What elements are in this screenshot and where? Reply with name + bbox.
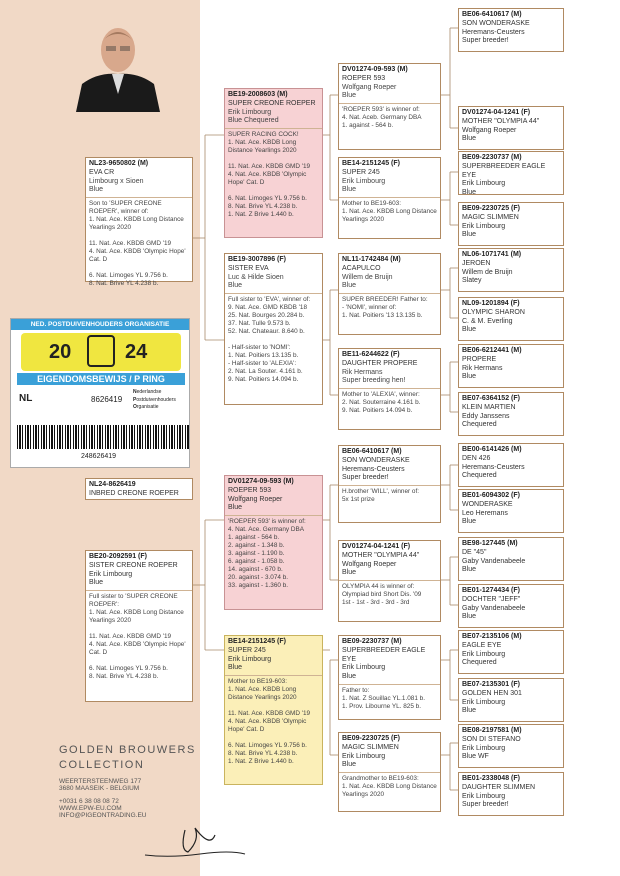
q1-notes: H.brother 'WILL', winner of: 5x 1st prize [342, 488, 420, 503]
ggp-id: BE01-6094302 (F) [462, 492, 520, 499]
ggp-card [458, 151, 564, 195]
g4-name: DAUGHTER PROPERE [342, 359, 418, 367]
bottom-p1-notes: 'ROEPER 593' is winner of: 4. Nat. Ace. Germany DBA 1. against - 564 b. 2. against - 1.348 b. 3. against - 1.190 b. 6. against - 1.058 b. 14. against - 670 b. 20. against - 3.074 b. 33. against - 1.360 b. [228, 518, 306, 589]
q3-color: Blue [342, 673, 357, 680]
q2-color: Blue [342, 569, 357, 577]
g4-notes: Mother to 'ALEXIA', winner: 2. Nat. Souterraine 4.161 b. 9. Nat. Poitiers 14.094 b. [342, 391, 421, 414]
ggp-name: OLYMPIC SHARON [462, 308, 525, 316]
ggp-card [458, 724, 564, 768]
ggp-name: SON WONDERASKE [462, 19, 530, 27]
ggp-id: BE07-6364152 (F) [462, 395, 520, 402]
crest-icon [87, 335, 115, 367]
brand-address-2: 3680 MAASEIK - BELGIUM [59, 785, 140, 792]
bottom-gp-card [338, 540, 441, 622]
subject-owner: Limbourg x Sioen [89, 177, 144, 185]
ggp-color: Chequered [462, 659, 497, 667]
ggp-owner: Gaby Vandenabeele [462, 604, 526, 612]
dam-notes: Full sister to 'EVA', winner of: 9. Nat. Ace. GMD KBDB '18 25. Nat. Bourges 20.284 b. 37. Nat. Tulle 9.573 b. 52. Nat. Chateaur. 8.640 b. - Half-sister to 'NOMI': 1. Nat. Poitiers 13.135 b. - Half-sister to 'ALEXIA': 2. Nat. La Souter. 4.161 b. 9. Nat. Poitiers 14.094 b. [228, 296, 311, 383]
bottom-p2-color: Blue [228, 664, 243, 672]
ring-number: 8626419 [91, 395, 123, 404]
ggp-card [458, 584, 564, 628]
subject-id: NL23-9650802 (M) [89, 160, 149, 167]
ggp-owner: Willem de Bruijn [462, 268, 513, 276]
bottom-gp-card [338, 732, 441, 812]
ggp-color: Super breeder! [462, 37, 509, 45]
ggp-id: BE01-1274434 (F) [462, 587, 520, 594]
ggp-owner: Leo Heremans [462, 509, 508, 517]
ggp-id: BE07-2135106 (M) [462, 633, 522, 640]
ggp-color: Blue [462, 707, 477, 715]
q3-notes: Father to: 1. Nat. Z Souillac YL.1.081 b. 1. Prov. Libourne YL. 825 b. [342, 686, 426, 710]
bottom-dam-name: SISTER CREONE ROEPER [89, 561, 178, 569]
q3-id: BE09-2230737 (M) [342, 638, 402, 645]
ring-country: NL [19, 393, 33, 404]
subject-color: Blue [89, 186, 104, 194]
ring-legend-p: ostduivenhouders [136, 396, 176, 403]
ggp-card [458, 297, 564, 341]
ggp-owner: Wolfgang Roeper [462, 126, 517, 134]
ggp-id: NL09-1201894 (F) [462, 300, 520, 307]
q2-id: DV01274-04-1241 (F) [342, 543, 411, 550]
subject-card [85, 157, 193, 287]
ring-year-left: 20 [49, 341, 72, 363]
dam-card [224, 253, 323, 405]
bottom-dam-id: BE20-2092591 (F) [89, 553, 147, 560]
ggp-id: BE06-6212441 (M) [462, 347, 522, 354]
signature-icon [140, 820, 250, 865]
ggp-owner: Erik Limbourg [462, 744, 506, 752]
sire-id: BE19-2008603 (M) [228, 91, 288, 98]
g4-color: Super breeding hen! [342, 377, 406, 385]
q4-color: Blue [342, 761, 357, 769]
q4-owner: Erik Limbourg [342, 752, 386, 760]
dam-id: BE19-3007896 (F) [228, 256, 286, 263]
ggp-name: WONDERASKE [462, 500, 513, 508]
ggp-name: DEN 426 [462, 454, 491, 462]
g2-id: BE14-2151245 (F) [342, 160, 400, 167]
brand-address-1: WEERTERSTEENWEG 177 [59, 778, 142, 785]
g1-id: DV01274-09-593 (M) [342, 66, 408, 73]
g3-name: ACAPULCO [342, 264, 381, 272]
ggp-card [458, 537, 564, 581]
ggp-card [458, 489, 564, 533]
sire-owner: Erik Limbourg [228, 108, 272, 116]
ggp-id: BE09-2230737 (M) [462, 154, 522, 161]
q1-name: SON WONDERASKE [342, 456, 410, 464]
ggp-owner: Erik Limbourg [462, 792, 506, 800]
grandparent-card [338, 253, 441, 335]
bottom-p1-color: Blue [228, 504, 243, 512]
ggp-name: PROPERE [462, 355, 497, 363]
ggp-id: DV01274-04-1241 (F) [462, 109, 531, 116]
g4-id: BE11-6244622 (F) [342, 351, 400, 358]
bottom-dam-color: Blue [89, 579, 104, 587]
ggp-owner: Erik Limbourg [462, 650, 506, 658]
ggp-color: Chequered [462, 421, 497, 429]
bottom-subject-name: INBRED CREONE ROEPER [89, 489, 179, 497]
dam-owner: Luc & Hilde Sioen [228, 273, 284, 281]
bottom-p1-owner: Wolfgang Roeper [228, 495, 283, 503]
ring-legend-o: rganisatie [136, 404, 159, 410]
brand-website[interactable]: WWW.EPW-EU.COM [59, 805, 122, 812]
ring-org: NED. POSTDUIVENHOUDERS ORGANISATIE [11, 319, 189, 330]
ggp-color: Super breeder! [462, 801, 509, 809]
ggp-name: DAUGHTER SLIMMEN [462, 783, 536, 791]
g2-notes: Mother to BE19-603: 1. Nat. Ace. KBDB Long Distance Yearlings 2020 [342, 200, 437, 223]
ggp-card [458, 772, 564, 816]
ggp-color: Blue [462, 373, 477, 381]
ggp-owner: Gaby Vandenabeele [462, 557, 526, 565]
sire-name: SUPER CREONE ROEPER [228, 99, 316, 107]
sire-card [224, 88, 323, 238]
ggp-color: Blue [462, 135, 477, 143]
ggp-owner: Rik Hermans [462, 364, 503, 372]
bottom-p2-notes: Mother to BE19-603: 1. Nat. Ace. KBDB Long Distance Yearlings 2020 11. Nat. Ace. KBDB GMD '19 4. Nat. Ace. KBDB 'Olympic Hope' Cat. D 6. Nat. Limoges YL 9.756 b. 8. Nat. Brive YL 4.238 b. 1. Nat. Z Brive 1.440 b. [228, 678, 311, 765]
brand-collection: COLLECTION [59, 759, 145, 771]
dam-color: Blue [228, 282, 243, 290]
ggp-color: Blue WF [462, 753, 489, 761]
ggp-owner: Erik Limbourg [462, 222, 506, 230]
ggp-owner: Heremans-Ceusters [462, 463, 525, 471]
dam-name: SISTER EVA [228, 264, 269, 272]
ggp-id: BE06-6410617 (M) [462, 11, 522, 18]
brand-email[interactable]: INFO@PIGEONTRADING.EU [59, 812, 147, 819]
ggp-card [458, 392, 564, 436]
bottom-p1-card [224, 475, 323, 610]
ggp-owner: C. & M. Everling [462, 317, 513, 325]
bottom-dam-card [85, 550, 193, 702]
ggp-card [458, 630, 564, 674]
q2-name: MOTHER "OLYMPIA 44" [342, 551, 420, 559]
ggp-color: Blue [462, 189, 477, 196]
barcode [17, 425, 189, 449]
ggp-id: BE07-2135301 (F) [462, 681, 520, 688]
sire-color: Blue Chequered [228, 117, 279, 125]
g1-owner: Wolfgang Roeper [342, 83, 397, 91]
ring-legend-n: ederlandse [136, 389, 162, 395]
ggp-id: BE08-2197581 (M) [462, 727, 522, 734]
barcode-number: 248626419 [81, 453, 117, 460]
ggp-color: Blue [462, 326, 477, 334]
g2-color: Blue [342, 186, 357, 194]
bottom-dam-notes: Full sister to 'SUPER CREONE ROEPER': 1. Nat. Ace. KBDB Long Distance Yearlings 2020 11. Nat. Ace. KBDB GMD '19 4. Nat. Ace. KBDB 'Olympic Hope' Cat. D 6. Nat. Limoges YL 9.756 b. 8. Nat. Brive YL 4.238 b. [89, 593, 186, 680]
ggp-id: BE98-127445 (M) [462, 540, 518, 547]
ring-year-right: 24 [125, 341, 148, 363]
ggp-id: BE01-2338048 (F) [462, 775, 520, 782]
grandparent-card [338, 348, 441, 430]
ggp-name: EAGLE EYE [462, 641, 502, 649]
g1-name: ROEPER 593 [342, 74, 386, 82]
ggp-color: Blue [462, 231, 477, 239]
brand-phone: +0031 6 38 08 08 72 [59, 798, 119, 805]
ggp-card [458, 678, 564, 722]
bottom-p2-id: BE14-2151245 (F) [228, 638, 286, 645]
ggp-card [458, 8, 564, 52]
g2-name: SUPER 245 [342, 168, 380, 176]
ggp-owner: Eddy Janssens [462, 412, 510, 420]
ggp-name: MOTHER "OLYMPIA 44" [462, 117, 540, 125]
sire-notes: SUPER RACING COCK! 1. Nat. Ace. KBDB Long Distance Yearlings 2020 11. Nat. Ace. KBDB GMD '19 4. Nat. Ace. KBDB 'Olympic Hope' Cat. D 6. Nat. Limoges YL 9.756 b. 8. Nat. Brive YL 4.238 b. 1. Nat. Z Brive 1.440 b. [228, 131, 311, 218]
ggp-name: DE "45" [462, 548, 487, 556]
ggp-color: Slatey [462, 277, 482, 285]
ggp-card [458, 344, 564, 388]
ring-year-band [21, 333, 181, 371]
ggp-color: Chequered [462, 472, 497, 480]
ggp-name: DOCHTER "JEFF" [462, 595, 521, 603]
q3-name: SUPERBREEDER EAGLE EYE [342, 646, 426, 663]
g1-notes: 'ROEPER 593' is winner of: 4. Nat. Aceb. Germany DBA 1. against - 564 b. [342, 106, 422, 129]
bottom-p2-name: SUPER 245 [228, 646, 266, 654]
ggp-card [458, 248, 564, 292]
ggp-card [458, 106, 564, 150]
q1-id: BE06-6410617 (M) [342, 448, 402, 455]
ggp-owner: Erik Limbourg [462, 180, 506, 188]
ggp-name: KLEIN MARTIEN [462, 403, 516, 411]
ring-title: EIGENDOMSBEWIJS / P RING [17, 373, 185, 385]
ring-certificate [10, 318, 190, 468]
ggp-owner: Erik Limbourg [462, 698, 506, 706]
ggp-name: JEROEN [462, 259, 491, 267]
g3-notes: SUPER BREEDER! Father to: - 'NOMI', winner of: 1. Nat. Poitiers '13 13.135 b. [342, 296, 428, 319]
subject-notes: Son to 'SUPER CREONE ROEPER', winner of: 1. Nat. Ace. KBDB Long Distance Yearlings 2020 11. Nat. Ace. KBDB GMD '19 4. Nat. Ace. KBDB 'Olympic Hope' Cat. D 6. Nat. Limoges YL 9.756 b. 8. Nat. Brive YL 4.238 b. [89, 200, 186, 287]
ggp-owner: Heremans-Ceusters [462, 28, 525, 36]
g3-color: Blue [342, 282, 357, 290]
ggp-name: MAGIC SLIMMEN [462, 213, 519, 221]
g2-owner: Erik Limbourg [342, 177, 386, 185]
q4-id: BE09-2230725 (F) [342, 735, 400, 742]
g4-owner: Rik Hermans [342, 368, 383, 376]
grandparent-card [338, 63, 441, 150]
ggp-id: BE09-2230725 (F) [462, 205, 520, 212]
ggp-card [458, 202, 564, 246]
q2-notes: OLYMPIA 44 is winner of: Olympiad bird Short Dis. '09 1st - 1st - 3rd - 3rd - 3rd [342, 583, 422, 606]
bottom-gp-card [338, 445, 441, 523]
bottom-subject-id: NL24-8626419 [89, 481, 136, 488]
ggp-card [458, 443, 564, 487]
ggp-id: BE00-6141426 (M) [462, 446, 522, 453]
q4-notes: Grandmother to BE19-603: 1. Nat. Ace. KBDB Long Distance Yearlings 2020 [342, 775, 437, 798]
ggp-id: NL06-1071741 (M) [462, 251, 522, 258]
ggp-color: Blue [462, 518, 477, 526]
ggp-name: SON DI STEFANO [462, 735, 521, 743]
grandparent-card [338, 157, 441, 239]
bottom-p2-owner: Erik Limbourg [228, 655, 272, 663]
q1-color: Super breeder! [342, 474, 389, 482]
ggp-name: GOLDEN HEN 301 [462, 689, 522, 697]
bottom-p1-name: ROEPER 593 [228, 486, 272, 494]
bottom-dam-owner: Erik Limbourg [89, 570, 133, 578]
q1-owner: Heremans-Ceusters [342, 465, 405, 473]
ggp-name: SUPERBREEDER EAGLE EYE [462, 162, 546, 179]
bottom-gp-card [338, 635, 441, 720]
q4-name: MAGIC SLIMMEN [342, 743, 399, 751]
bottom-subject-card [85, 478, 193, 500]
q3-owner: Erik Limbourg [342, 664, 386, 672]
g1-color: Blue [342, 92, 357, 100]
brand-block [59, 744, 239, 819]
bottom-p1-id: DV01274-09-593 (M) [228, 478, 294, 485]
q2-owner: Wolfgang Roeper [342, 560, 397, 568]
g3-owner: Willem de Bruijn [342, 273, 393, 281]
subject-name: EVA CR [89, 168, 115, 176]
g3-id: NL11-1742484 (M) [342, 256, 401, 263]
brand-name: GOLDEN BROUWERS [59, 744, 196, 756]
ggp-color: Blue [462, 613, 477, 621]
ring-legend: Nederlandse Postduivenhouders Organisatie [133, 389, 176, 410]
ggp-color: Blue [462, 566, 477, 574]
